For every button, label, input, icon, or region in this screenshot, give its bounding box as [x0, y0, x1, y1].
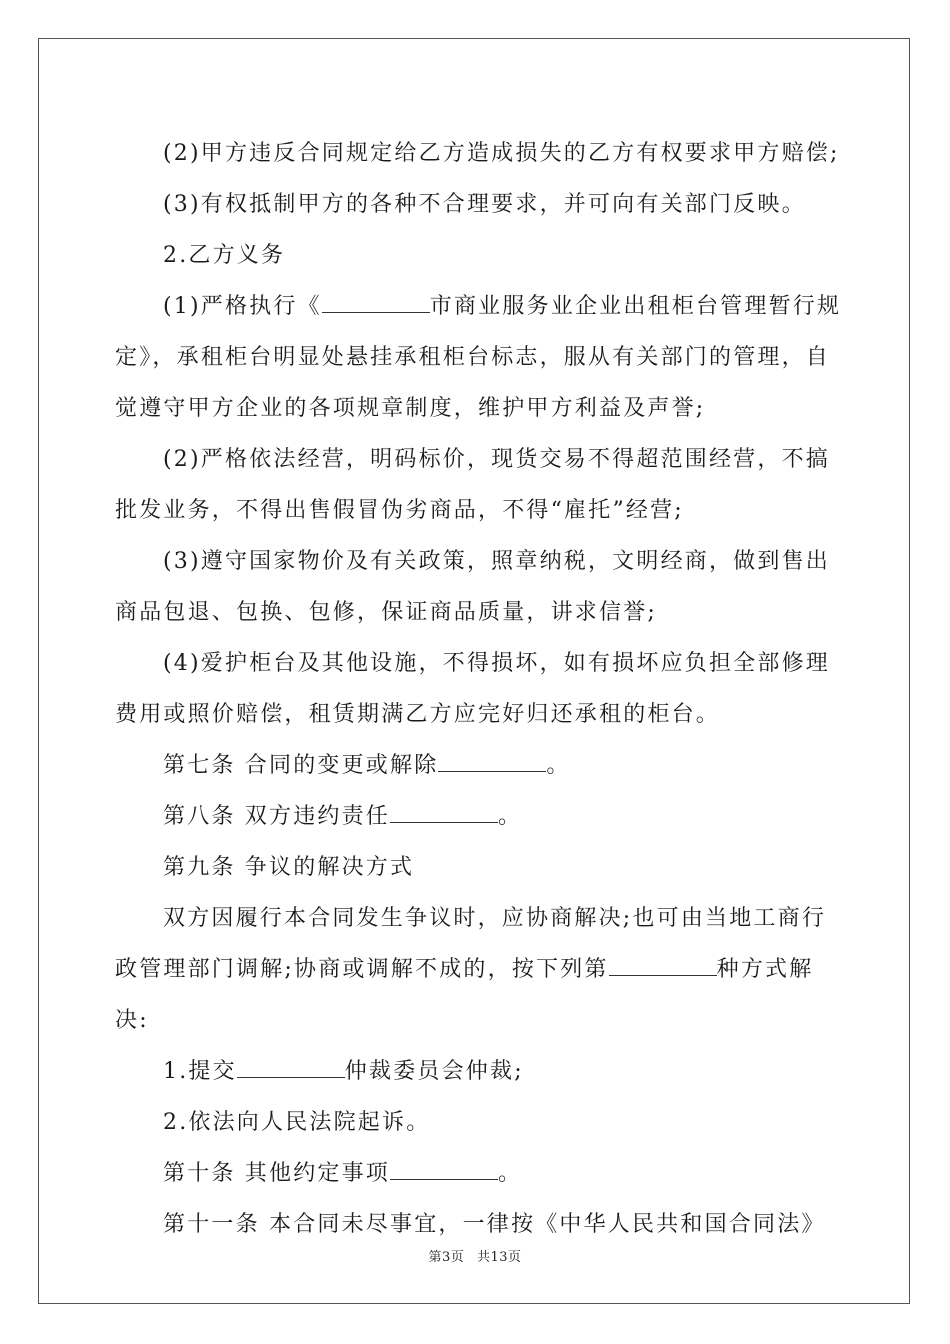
paragraph-text: 2.依法向人民法院起诉。: [163, 1110, 431, 1135]
article-7: [115, 740, 843, 791]
paragraph-obligation-2: [115, 434, 843, 536]
paragraph-text: (2)甲方违反合同规定给乙方造成损失的乙方有权要求甲方赔偿;: [163, 141, 840, 166]
article-11: [115, 1199, 843, 1250]
paragraph-text: (3)遵守国家物价及有关政策，照章纳税，文明经商，做到售出商品包退、包换、包修，保证商品质量，讲求信誉;: [115, 549, 830, 625]
blank-article-7-field: [438, 753, 546, 772]
article-8: [115, 791, 843, 842]
paragraph-party-b-right-3: [115, 179, 843, 230]
document-body: [115, 128, 843, 1250]
page-footer: [0, 1246, 950, 1265]
paragraph-text: 1.提交: [163, 1059, 237, 1084]
paragraph-text: 市商业服务业企业出租柜台管理暂行规定》，承租柜台明显处悬挂承租柜台标志，服从有关部门的管理，自觉遵守甲方企业的各项规章制度，维护甲方利益及声誉;: [115, 294, 842, 421]
paragraph-text: 双方因履行本合同发生争议时，应协商解决;也可由当地工商行政管理部门调解;协商或调解不成的，按下列第: [115, 906, 827, 982]
article-text: 第八条 双方违约责任: [163, 804, 390, 829]
paragraph-option-arbitration: [115, 1046, 843, 1097]
paragraph-obligation-1: [115, 281, 843, 434]
blank-city-field: [322, 294, 430, 313]
blank-arbitration-committee-field: [237, 1059, 345, 1078]
article-text: 第九条 争议的解决方式: [163, 855, 415, 880]
article-text: 第十条 其他约定事项: [163, 1161, 390, 1186]
paragraph-dispute-resolution: [115, 893, 843, 1046]
blank-article-10-field: [390, 1161, 498, 1180]
section-heading-party-b-obligations: [115, 230, 843, 281]
current-page-label: 第3页: [428, 1250, 465, 1265]
paragraph-text: (2)严格依法经营，明码标价，现货交易不得超范围经营，不搞批发业务，不得出售假冒伪劣商品，不得“雇托”经营;: [115, 447, 830, 523]
article-text: 第十一条 本合同未尽事宜，一律按《中华人民共和国合同法》: [163, 1212, 826, 1237]
blank-resolution-method-field: [609, 957, 717, 976]
article-text: 。: [498, 804, 523, 829]
article-9: [115, 842, 843, 893]
paragraph-text: (3)有权抵制甲方的各种不合理要求，并可向有关部门反映。: [163, 192, 806, 217]
paragraph-text: 种方式解决:: [115, 957, 814, 1033]
paragraph-party-b-right-2: [115, 128, 843, 179]
paragraph-text: (4)爱护柜台及其他设施，不得损坏，如有损坏应负担全部修理费用或照价赔偿，租赁期满乙方应完好归还承租的柜台。: [115, 651, 830, 727]
article-text: 。: [546, 753, 571, 778]
article-text: 第七条 合同的变更或解除: [163, 753, 439, 778]
paragraph-option-litigation: [115, 1097, 843, 1148]
article-text: 。: [498, 1161, 523, 1186]
paragraph-text: (1)严格执行《: [163, 294, 322, 319]
section-heading-text: 2.乙方义务: [163, 243, 286, 268]
paragraph-text: 仲裁委员会仲裁;: [344, 1059, 524, 1084]
article-10: [115, 1148, 843, 1199]
blank-article-8-field: [390, 804, 498, 823]
total-pages-label: 共13页: [476, 1250, 522, 1265]
paragraph-obligation-3: [115, 536, 843, 638]
paragraph-obligation-4: [115, 638, 843, 740]
